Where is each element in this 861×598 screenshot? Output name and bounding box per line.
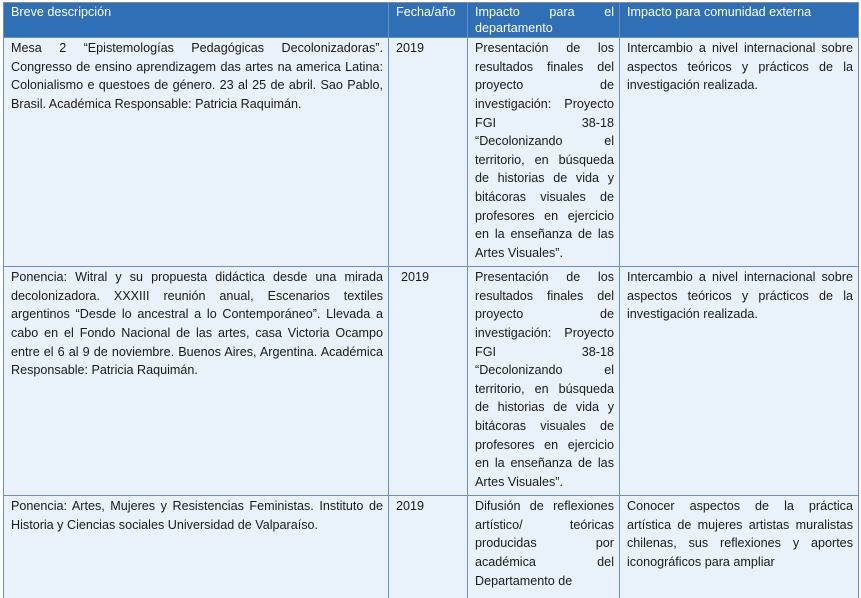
header-impact-department-line2: departamento [475, 20, 553, 35]
table-row [4, 267, 859, 496]
cell-year: 2019 [389, 38, 468, 267]
cell-impact-external: Conocer aspectos de la práctica artística de mujeres artistas muralistas chilenas, sus reflexiones y aportes iconográficos para ampliar [620, 496, 859, 598]
header-impact-external: Impacto para comunidad externa [620, 3, 859, 38]
cell-description: Ponencia: Artes, Mujeres y Resistencias Feministas. Instituto de Historia y Ciencias sociales Universidad de Valparaíso. [4, 496, 389, 598]
cell-description: Mesa 2 “Epistemologías Pedagógicas Decolonizadoras”. Congresso de ensino aprendizagem das artes na america Latina: Colonialismo e questoes de género. 23 al 25 de abril. Sao Pablo, Brasil. Académica Responsable: Patricia Raquimán. [4, 38, 389, 267]
table-row [4, 38, 859, 267]
cell-impact-department: Presentación de los resultados finales del proyecto de investigación: Proyecto FGI 38-18 “Decolonizando el territorio, en búsqueda de historias de vida y bitácoras visuales de profesores en ejercicio en la enseñanza de las Artes Visuales”. [468, 267, 620, 496]
cell-year: 2019 [389, 496, 468, 598]
table-header-row [4, 3, 859, 38]
cell-impact-department: Presentación de los resultados finales del proyecto de investigación: Proyecto FGI 38-18 “Decolonizando el territorio, en búsqueda de historias de vida y bitácoras visuales de profesores en ejercicio en la enseñanza de las Artes Visuales”. [468, 38, 620, 267]
header-date: Fecha/año [389, 3, 468, 38]
table-row [4, 496, 859, 598]
cell-description: Ponencia: Witral y su propuesta didáctica desde una mirada decolonizadora. XXXIII reunión anual, Escenarios textiles argentinos “Desde lo ancestral a lo Contemporáneo”. Llevada a cabo en el Fondo Nacional de las artes, casa Victoria Ocampo entre el 6 al 9 de noviembre. Buenos Aires, Argentina. Académica Responsable: Patricia Raquimán. [4, 267, 389, 496]
cell-year: 2019 [389, 267, 468, 496]
activities-table [3, 2, 859, 598]
cell-impact-external: Intercambio a nivel internacional sobre aspectos teóricos y prácticos de la investigación realizada. [620, 267, 859, 496]
header-description: Breve descripción [4, 3, 389, 38]
cell-impact-external: Intercambio a nivel internacional sobre aspectos teóricos y prácticos de la investigación realizada. [620, 38, 859, 267]
cell-impact-department: Difusión de reflexiones artístico/ teóricas producidas por académica del Departamento de [468, 496, 620, 598]
header-impact-department-line1: Impacto para el [475, 5, 614, 19]
header-impact-department [468, 3, 620, 38]
